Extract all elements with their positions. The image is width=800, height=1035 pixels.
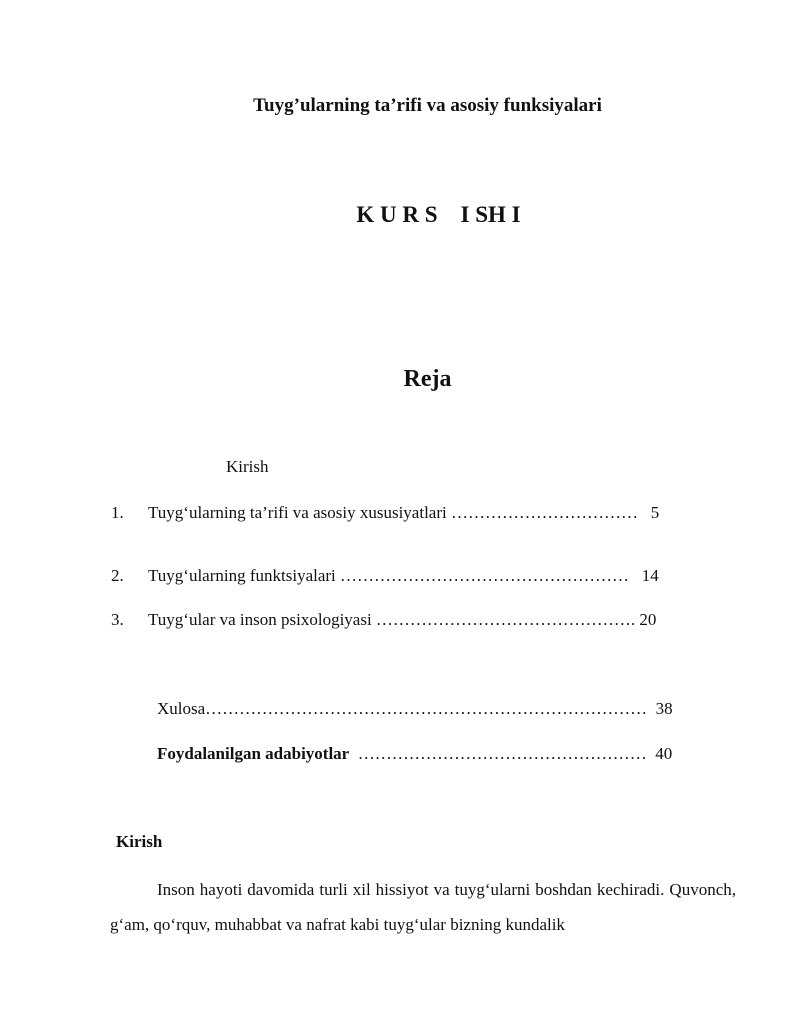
- toc-intro: Kirish: [226, 457, 269, 476]
- document-subtitle: Tuyg’ularning ta’rifi va asosiy funksiyalari: [253, 95, 602, 116]
- toc-item-text: Tuyg‘ularning funktsiyalari …………………………………………… 14: [148, 566, 659, 585]
- intro-heading: Kirish: [116, 832, 163, 851]
- intro-paragraph: Inson hayoti davomida turli xil hissiyot va tuyg‘ularni boshdan kechiradi. Quvonch, g‘am, qo‘rquv, muhabbat va nafrat kabi tuyg‘ular bizning kundalik: [110, 880, 736, 934]
- toc-item-number: 3.: [111, 610, 124, 629]
- work-type-title: K U R S I SH I: [356, 202, 521, 227]
- plan-title: Reja: [403, 366, 452, 392]
- toc-references-leader: …………………………………………… 40: [349, 744, 673, 763]
- toc-item-text: Tuyg‘ularning ta’rifi va asosiy xususiyatlari …………………………… 5: [148, 503, 660, 522]
- toc-item-number: 2.: [111, 566, 124, 585]
- toc-item-text: Tuyg‘ular va inson psixologiyasi ………………………………………. 20: [148, 610, 657, 629]
- toc-references-label: Foydalanilgan adabiyotlar: [157, 744, 350, 763]
- toc-item-number: 1.: [111, 503, 124, 522]
- toc-conclusion: Xulosa…………………………………………………………………… 38: [157, 699, 673, 718]
- toc-references: [157, 744, 672, 764]
